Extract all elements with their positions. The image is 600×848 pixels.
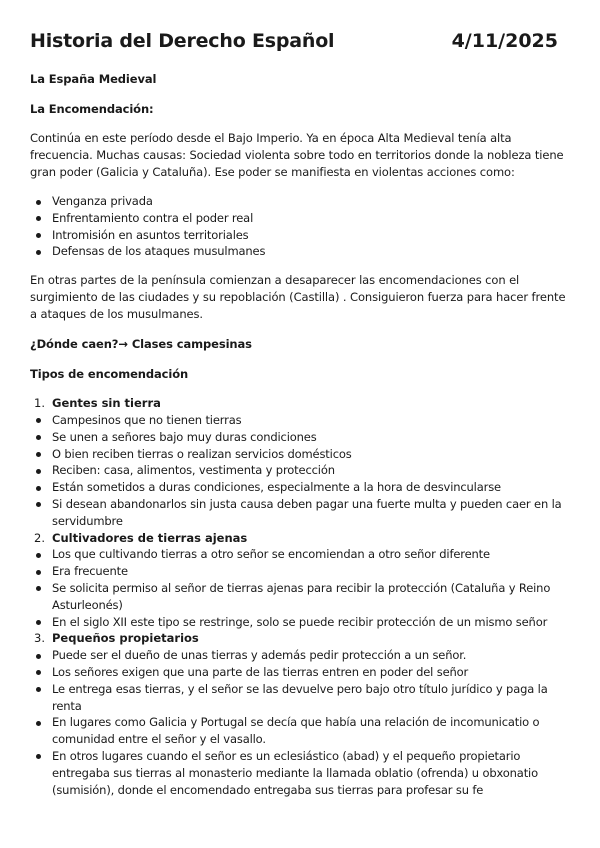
list-item: Están sometidos a duras condiciones, especialmente a la hora de desvincularse: [30, 479, 570, 496]
list-item: Defensas de los ataques musulmanes: [30, 243, 570, 260]
types-list: [30, 395, 570, 798]
document-header: [30, 30, 570, 58]
list-item: Enfrentamiento contra el poder real: [30, 210, 570, 227]
type-number: 2.: [34, 530, 45, 545]
list-item: Puede ser el dueño de unas tierras y además pedir protección a un señor.: [30, 647, 570, 664]
list-item: Intromisión en asuntos territoriales: [30, 227, 570, 244]
list-item: Le entrega esas tierras, y el señor se las devuelve pero bajo otro título jurídico y paga la renta: [30, 681, 570, 715]
list-item: Se unen a señores bajo muy duras condiciones: [30, 429, 570, 446]
list-item: Era frecuente: [30, 563, 570, 580]
document-date: 4/11/2025: [451, 30, 558, 52]
section-title: La España Medieval: [30, 72, 157, 86]
list-item: En lugares como Galicia y Portugal se decía que había una relación de incomunicatio o comunidad entre el señor y el vasallo.: [30, 714, 570, 748]
subsection-title: La Encomendación:: [30, 102, 154, 116]
type-heading: [30, 630, 570, 647]
list-item: O bien reciben tierras o realizan servicios domésticos: [30, 446, 570, 463]
actions-list: [30, 193, 570, 260]
type-heading: [30, 530, 570, 547]
list-item: Los que cultivando tierras a otro señor se encomiendan a otro señor diferente: [30, 546, 570, 563]
type-title: Cultivadores de tierras ajenas: [52, 530, 248, 545]
type-number: 3.: [34, 631, 45, 646]
list-item: Venganza privada: [30, 193, 570, 210]
type-number: 1.: [34, 396, 45, 411]
list-item: En el siglo XII este tipo se restringe, solo se puede recibir protección de un mismo señor: [30, 614, 570, 631]
types-heading: Tipos de encomendación: [30, 367, 189, 382]
second-paragraph: En otras partes de la península comienzan a desaparecer las encomendaciones con el surgimiento de las ciudades y su repoblación (Castilla) . Consiguieron fuerza para hacer frente a ataques de los musulmanes.: [30, 273, 566, 322]
list-item: Reciben: casa, alimentos, vestimenta y protección: [30, 462, 570, 479]
question-heading: ¿Dónde caen?→ Clases campesinas: [30, 337, 252, 352]
list-item: Los señores exigen que una parte de las tierras entren en poder del señor: [30, 664, 570, 681]
list-item: Se solicita permiso al señor de tierras ajenas para recibir la protección (Cataluña y Reino Asturleonés): [30, 580, 570, 614]
type-heading: [30, 395, 570, 412]
document-title: Historia del Derecho Español: [30, 30, 335, 52]
type-title: Pequeños propietarios: [52, 631, 199, 646]
list-item: Si desean abandonarlos sin justa causa deben pagar una fuerte multa y pueden caer en la servidumbre: [30, 496, 570, 530]
list-item: En otros lugares cuando el señor es un eclesiástico (abad) y el pequeño propietario entregaba sus tierras al monasterio mediante la llamada oblatio (ofrenda) u obxonatio (sumisión), donde el encomendado entregaba sus tierras para profesar su fe: [30, 748, 570, 798]
type-title: Gentes sin tierra: [52, 396, 161, 411]
intro-paragraph: Continúa en este período desde el Bajo Imperio. Ya en época Alta Medieval tenía alta frecuencia. Muchas causas: Sociedad violenta sobre todo en territorios donde la nobleza tiene gran poder (Galicia y Cataluña). Ese poder se manifiesta en violentas acciones como:: [30, 131, 564, 179]
list-item: Campesinos que no tienen tierras: [30, 412, 570, 429]
